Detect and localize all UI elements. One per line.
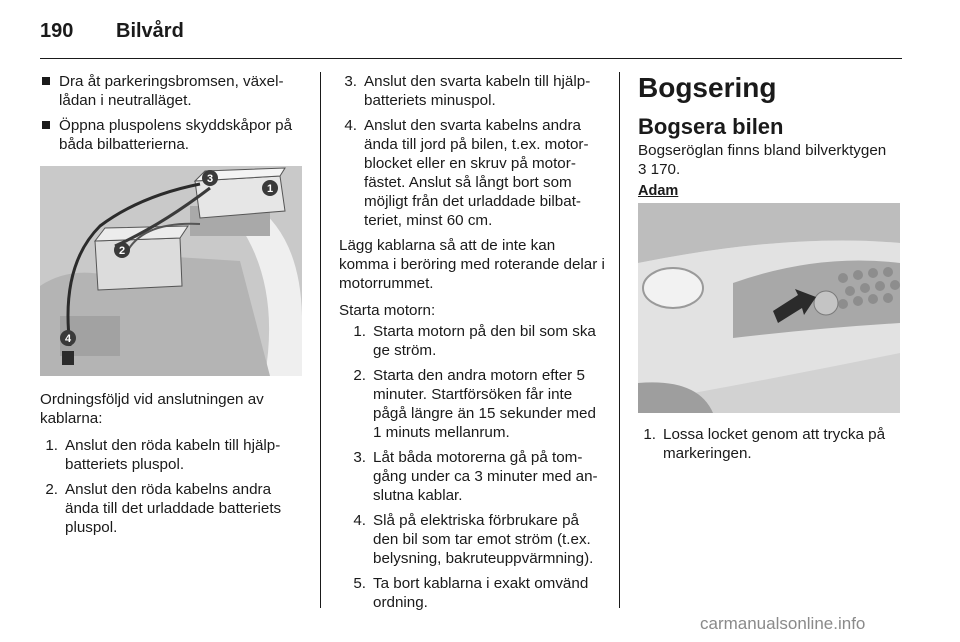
list-item: 5. Ta bort kablarna i exakt omvänd ordning. [353, 575, 589, 611]
jump-start-illustration [40, 166, 302, 376]
paragraph: Lägg kablarna så att de inte kan komma i beröring med roterande delar i motorrummet. [339, 237, 605, 292]
header-rule [40, 58, 902, 59]
front-bumper-drawing [638, 203, 900, 413]
column-divider-2 [619, 72, 620, 608]
section-heading: Bogsering [638, 72, 777, 103]
figure-caption: Adam [638, 183, 679, 199]
list-item: 3. Anslut den svarta kabeln till hjälpbatteriets minuspol. [344, 73, 591, 109]
column-divider-1 [320, 72, 321, 608]
list-item: 1. Starta motorn på den bil som ska ge ström. [353, 323, 596, 359]
page-reference: 3 170. [638, 161, 681, 178]
page-header [40, 14, 920, 54]
svg-text:3: 3 [206, 173, 214, 185]
list-item: 1. Lossa locket genom att trycka på markeringen. [643, 426, 886, 462]
bullet-square-icon [42, 121, 50, 129]
bullet-item: Öppna pluspolens skyddskåpor på båda bilbatterierna. [40, 116, 306, 154]
list-item: 2. Anslut den röda kabelns andra ända till det urladdade batteriets pluspol. [45, 481, 282, 536]
column-2 [339, 72, 605, 618]
order-text: Ordningsföljd vid anslutningen av kablarna: [40, 391, 264, 427]
column-1 [40, 72, 306, 543]
page-number: 190 [40, 20, 74, 42]
bullet-square-icon [42, 77, 50, 85]
intro-text: Bogseröglan finns bland bilverktygen [638, 142, 887, 159]
list-item: 1. Anslut den röda kabeln till hjälpbatteriets pluspol. [45, 437, 281, 473]
chapter-title: Bilvård [116, 20, 184, 42]
list-item: 3. Låt båda motorerna gå på tomgång under ca 3 minuter med anslutna kablar. [353, 449, 598, 504]
svg-text:4: 4 [64, 333, 72, 345]
engine-bay-drawing [40, 166, 302, 376]
paragraph: Starta motorn: [339, 302, 436, 319]
watermark: carmanualsonline.info [700, 614, 866, 633]
list-item: 4. Slå på elektriska förbrukare på den bil som tar emot ström (t.ex. belysning, bakruteuppvärmning). [353, 512, 594, 567]
svg-text:2: 2 [118, 245, 126, 257]
list-item: 4. Anslut den svarta kabelns andra ända till jord på bilen, t.ex. motorblocket eller en skruv på motorfästet. Anslut så långt bort som möjligt från det urladdade bilbatteriet, minst 60 cm. [344, 117, 589, 229]
list-item: 2. Starta den andra motorn efter 5 minuter. Startförsöken får inte pågå längre än 15 sekunder med 1 minuts mellanrum. [353, 367, 596, 441]
subsection-heading: Bogsera bilen [638, 114, 784, 139]
column-3 [638, 72, 904, 469]
bullet-item: Dra åt parkeringsbromsen, växellådan i neutralläget. [40, 72, 306, 110]
svg-text:1: 1 [266, 183, 274, 195]
tow-eye-illustration [638, 203, 900, 413]
